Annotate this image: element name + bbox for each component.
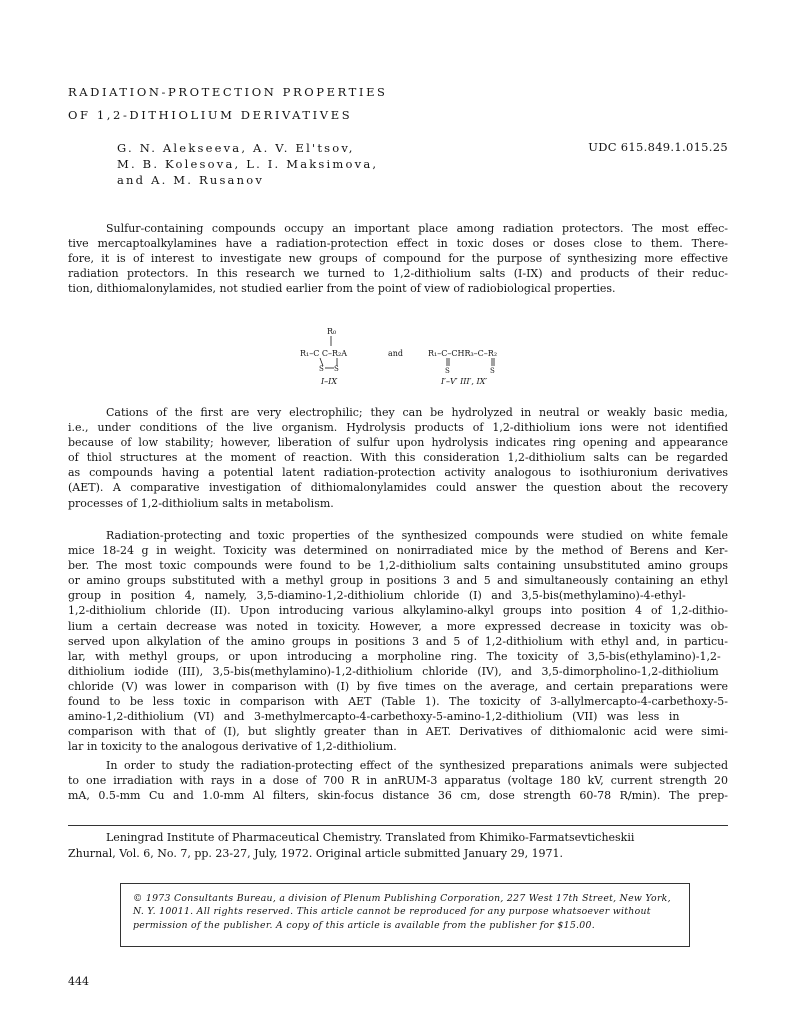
r0-label: R₀ (327, 327, 337, 336)
udc-code: UDC 615.849.1.015.25 (588, 140, 728, 154)
page-number: 444 (68, 975, 89, 988)
text-line: Sulfur-containing compounds occupy an important place among radiation protectors. The most effec- (106, 222, 728, 235)
text-line: radiation protectors. In this research we turned to 1,2-dithiolium salts (I-IX) and products of their reduc- (68, 267, 728, 281)
connector-word: and (388, 349, 404, 358)
text-line: group in position 4, namely, 3,5-diamino-1,2-dithiolium chloride (I) and 3,5-bis(methylamino)-4-ethyl- (68, 589, 686, 603)
paragraph-intro (68, 221, 728, 296)
text-line: ber. The most toxic compounds were found to be 1,2-dithiolium salts containing unsubstituted amino groups (68, 559, 728, 573)
text-line: lium a certain decrease was noted in toxicity. However, a more expressed decrease in toxicity was ob- (68, 619, 728, 633)
text-line: because of low stability; however, liberation of sulfur upon hydrolysis indicates ring opening and appearance (68, 436, 728, 450)
copyright-text (133, 892, 679, 932)
text-line: mice 18-24 g in weight. Toxicity was determined on nonirradiated mice by the method of Berens and Ker- (68, 544, 728, 558)
copyright-line: permission of the publisher. A copy of this article is available from the publisher for $15.00. (133, 919, 595, 931)
affiliation-line: Leningrad Institute of Pharmaceutical Chemistry. Translated from Khimiko-Farmatsevticheskii (106, 831, 635, 844)
text-line: amino-1,2-dithiolium (VI) and 3-methylmercapto-4-carbethoxy-5-amino-1,2-dithiolium (VII) was less in (68, 710, 680, 724)
copyright-box (120, 883, 690, 947)
text-line: In order to study the radiation-protecting effect of the synthesized preparations animals were subjected (106, 759, 728, 772)
text-line: 1,2-dithiolium chloride (II). Upon introducing various alkylamino-alkyl groups into position 4 of 1,2-dithio- (68, 604, 728, 618)
paragraph-toxicity (68, 528, 728, 754)
copyright-line: N. Y. 10011. All rights reserved. This article cannot be reproduced for any purpose whatsoever without (133, 906, 651, 918)
text-line: lar, with methyl groups, or upon introducing a morpholine ring. The toxicity of 3,5-bis(ethylamino)-1,2- (68, 649, 721, 663)
sulfur-atom: S (319, 365, 324, 373)
footer-divider (68, 825, 728, 826)
chemical-structures-figure (68, 322, 728, 390)
text-line: chloride (V) was lower in comparison with (I) by five times on the average, and certain preparations were (68, 679, 728, 693)
text-line: to one irradiation with rays in a dose of 700 R in anRUM-3 apparatus (voltage 180 kV, current strength 20 (68, 774, 728, 788)
text-line: tive mercaptoalkylamines have a radiation-protection effect in toxic doses or doses close to them. There- (68, 237, 729, 251)
text-line: fore, it is of interest to investigate new groups of compound for the purpose of synthesizing more effective (68, 252, 728, 266)
author-line: M. B. Kolesova, L. I. Maksimova, (117, 157, 379, 171)
paragraph-irradiation (68, 758, 728, 803)
paper-title-line-2: OF 1,2-DITHIOLIUM DERIVATIVES (68, 108, 353, 122)
text-line: (AET). A comparative investigation of dithiomalonylamides could answer the question about the recovery (68, 481, 728, 495)
structure-drawing (68, 322, 728, 390)
author-line: and A. M. Rusanov (117, 173, 265, 187)
affiliation-line: Zhurnal, Vol. 6, No. 7, pp. 23-27, July, 1972. Original article submitted January 29, 1971. (68, 846, 564, 860)
author-line: G. N. Alekseeva, A. V. El'tsov, (117, 141, 355, 155)
text-line: lar in toxicity to the analogous derivative of 1,2-dithiolium. (68, 740, 397, 754)
sulfur-atom: S (334, 365, 339, 373)
text-line: tion, dithiomalonylamides, not studied earlier from the point of view of radiobiological properties. (68, 282, 616, 296)
right-structure-label: I′–V′ III′, IX′ (441, 377, 488, 386)
affiliation-note (68, 830, 728, 861)
text-line: dithiolium iodide (III), 3,5-bis(methylamino)-1,2-dithiolium chloride (IV), and 3,5-dimorpholino-1,2-dithiolium (68, 664, 719, 678)
text-line: mA, 0.5-mm Cu and 1.0-mm Al filters, skin-focus distance 36 cm, dose strength 60-78 R/min). The prep- (68, 789, 728, 803)
left-structure-main: R₁–C C–R₂A (300, 349, 348, 358)
paper-title-line-1: RADIATION-PROTECTION PROPERTIES (68, 85, 388, 99)
paragraph-cations (68, 405, 728, 511)
copyright-line: © 1973 Consultants Bureau, a division of Plenum Publishing Corporation, 227 West 17th Street, New York, (133, 893, 671, 904)
text-line: served upon alkylation of the amino groups in positions 3 and 5 of 1,2-dithiolium with ethyl and, in particu- (68, 634, 728, 648)
text-line: processes of 1,2-dithiolium salts in metabolism. (68, 496, 334, 510)
text-line: of thiol structures at the moment of reaction. With this consideration 1,2-dithiolium salts can be regarded (68, 451, 728, 465)
left-structure-label: I–IX (321, 377, 338, 386)
text-line: or amino groups substituted with a methyl group in positions 3 and 5 and simultaneously containing an ethyl (68, 574, 728, 588)
text-line: found to be less toxic in comparison with AET (Table 1). The toxicity of 3-allylmercapto-4-carbethoxy-5- (68, 695, 728, 709)
sulfur-atom: S (445, 367, 450, 375)
sulfur-atom: S (490, 367, 495, 375)
right-structure-main: R₁–C–CHR₃–C–R₂ (428, 349, 498, 358)
text-line: Cations of the first are very electrophilic; they can be hydrolyzed in neutral or weakly basic media, (106, 406, 728, 419)
text-line: i.e., under conditions of the live organism. Hydrolysis products of 1,2-dithiolium ions were not identified (68, 421, 728, 435)
text-line: comparison with that of (I), but slightly greater than in AET. Derivatives of dithiomalonic acid were simi- (68, 725, 728, 739)
text-line: Radiation-protecting and toxic properties of the synthesized compounds were studied on white female (106, 529, 728, 542)
text-line: as compounds having a potential latent radiation-protection activity analogous to isothiuronium derivatives (68, 466, 728, 480)
author-list (117, 140, 378, 188)
